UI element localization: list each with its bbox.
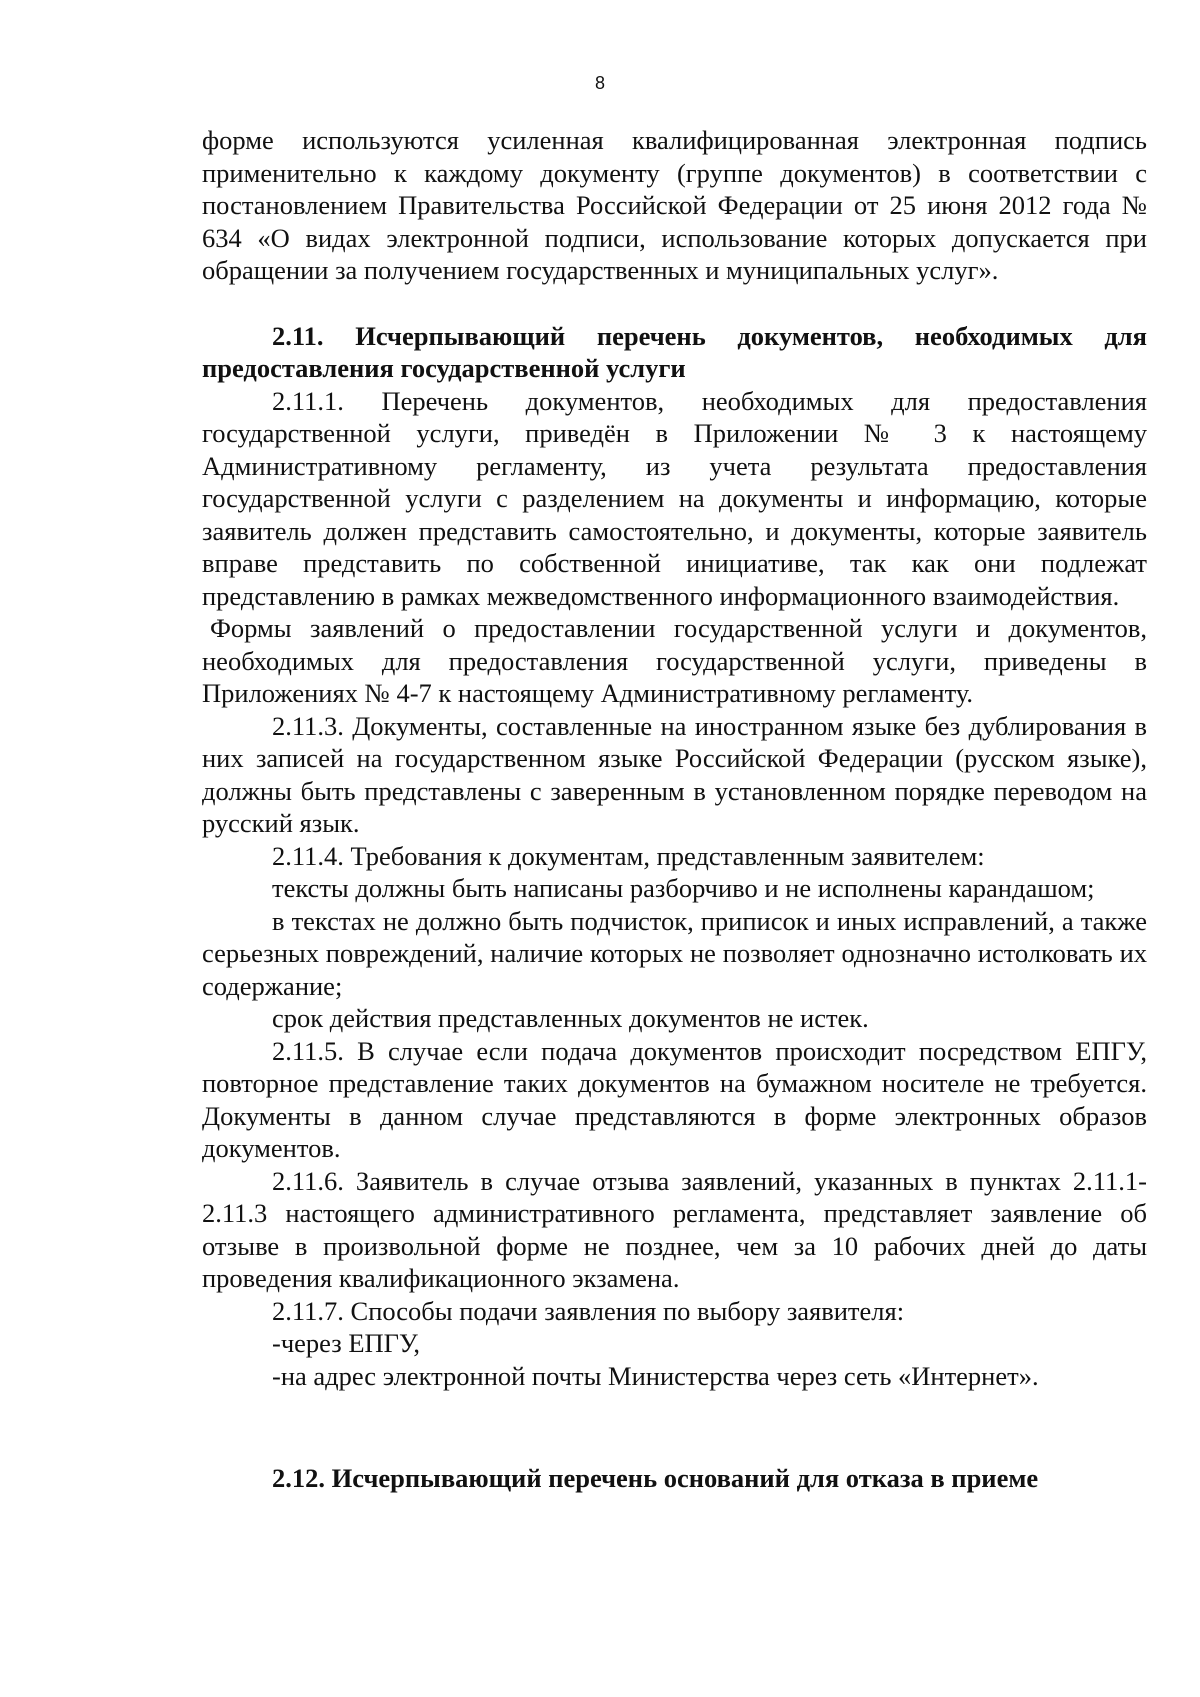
paragraph: 2.11.3. Документы, составленные на иностранном языке без дублирования в них записей на государственном языке Российской Федерации (русском языке), должны быть представлены с заверенным в установленном порядке переводом на русский язык. — [202, 710, 1147, 838]
paragraph: в текстах не должно быть подчисток, приписок и иных исправлений, а также серьезных повреждений, наличие которых не позволяет однозначно истолковать их содержание; — [202, 905, 1147, 1001]
paragraph: форме используются усиленная квалифицированная электронная подпись применительно к каждому документу (группе документов) в соответствии с постановлением Правительства Российской Федерации от 25 июня 2012 года № 634 «О видах электронной подписи, использование которых допускается при обращении за получением государственных и муниципальных услуг». — [202, 125, 1147, 285]
paragraph: Формы заявлений о предоставлении государственной услуги и документов, необходимых для предоставления государственной услуги, приведены в Приложениях № 4-7 к настоящему Административному регламенту. — [202, 613, 1147, 708]
section-heading: 2.11. Исчерпывающий перечень документов, необходимых для предоставления государственной услуги — [202, 320, 1147, 383]
list-item: -на адрес электронной почты Министерства через сеть «Интернет». — [272, 1360, 1039, 1391]
document-body — [202, 124, 1147, 1495]
paragraph: 2.11.6. Заявитель в случае отзыва заявлений, указанных в пунктах 2.11.1-2.11.3 настоящего административного регламента, представляет заявление об отзыве в произвольной форме не позднее, чем за 10 рабочих дней до даты проведения квалификационного экзамена. — [202, 1165, 1147, 1293]
section-heading: 2.12. Исчерпывающий перечень оснований для отказа в приеме — [272, 1463, 1039, 1493]
paragraph: тексты должны быть написаны разборчиво и не исполнены карандашом; — [272, 873, 1095, 903]
paragraph: 2.11.5. В случае если подача документов происходит посредством ЕПГУ, повторное представление таких документов на бумажном носителе не требуется. Документы в данном случае представляются в форме электронных образов документов. — [202, 1035, 1147, 1163]
list-item: -через ЕПГУ, — [272, 1328, 421, 1358]
paragraph: 2.11.4. Требования к документам, представленным заявителем: — [272, 840, 985, 871]
paragraph: 2.11.7. Способы подачи заявления по выбору заявителя: — [272, 1295, 905, 1326]
page-number: 8 — [594, 73, 605, 93]
paragraph: 2.11.1. Перечень документов, необходимых для предоставления государственной услуги, приведён в Приложении № 3 к настоящему Административному регламенту, из учета результата предоставления государственной услуги с разделением на документы и информацию, которые заявитель должен представить самостоятельно, и документы, которые заявитель вправе представить по собственной инициативе, так как они подлежат представлению в рамках межведомственного информационного взаимодействия. — [202, 385, 1147, 611]
paragraph: срок действия представленных документов не истек. — [272, 1003, 869, 1033]
